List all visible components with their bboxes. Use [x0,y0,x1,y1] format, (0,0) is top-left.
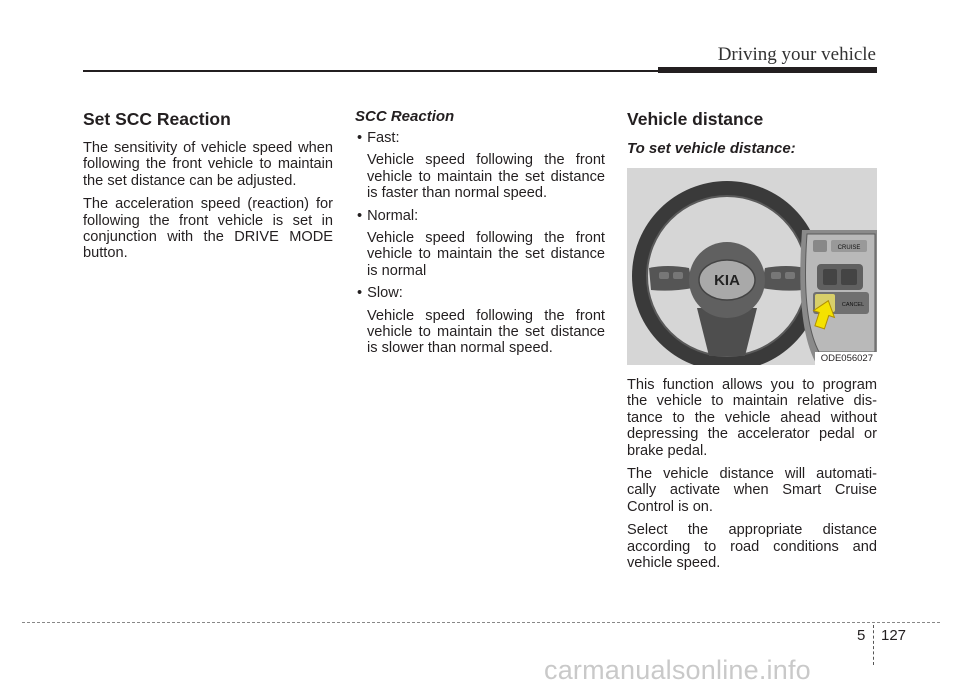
paragraph: The vehicle distance will automati-cally activate when Smart Cruise Control is on. [627,466,877,515]
steering-wheel-figure [627,168,877,365]
list-item-normal [355,208,605,280]
section-heading-vehicle-distance: Vehicle distance [627,109,764,129]
watermark: carmanualsonline.info [544,655,811,685]
steering-wheel-illustration [627,168,877,365]
subheading-set-vehicle-distance: To set vehicle distance: [627,140,796,157]
column-set-scc-reaction [83,108,333,269]
option-name: • Slow: [355,285,605,301]
header-rule-accent [658,67,877,73]
page-number: 127 [881,627,907,644]
paragraph: Select the appropriate distance according to road conditions and vehicle speed. [627,522,877,572]
paragraph: The sensitivity of vehicle speed when following the front vehicle to maintain the set distance can be adjusted. [83,140,333,189]
cruise-label: CRUISE [837,245,861,251]
option-name: • Fast: [355,130,605,146]
option-description: Vehicle speed following the front vehicle to maintain the set distance is normal [367,230,605,279]
paragraph: The acceleration speed (reaction) for following the front vehicle is set in conjunction with the DRIVE MODE button. [83,196,333,262]
footer-rule [22,622,940,623]
cancel-label: CANCEL [841,302,865,308]
list-item-slow [355,285,605,357]
option-name: • Normal: [355,208,605,224]
subheading-scc-reaction: SCC Reaction [355,108,455,125]
running-header: Driving your vehicle [717,44,876,65]
option-description: Vehicle speed following the front vehicle to maintain the set distance is slower than normal speed. [367,307,605,357]
figure-code: ODE056027 [815,352,877,365]
section-number: 5 [857,627,866,644]
list-item-fast [355,130,605,202]
header-rule [83,70,658,72]
column-scc-reaction-options [355,108,605,363]
column-vehicle-distance [627,108,877,578]
reaction-option-list [355,130,605,357]
logo-text: KIA [714,272,740,289]
page-number-divider [873,625,874,665]
paragraph: This function allows you to program the vehicle to maintain relative dis-tance to the vehicle ahead without depressing the accelerator pedal or brake pedal. [627,377,877,459]
section-heading-set-scc-reaction: Set SCC Reaction [83,109,231,129]
option-description: Vehicle speed following the front vehicle to maintain the set distance is faster than normal speed. [367,152,605,202]
